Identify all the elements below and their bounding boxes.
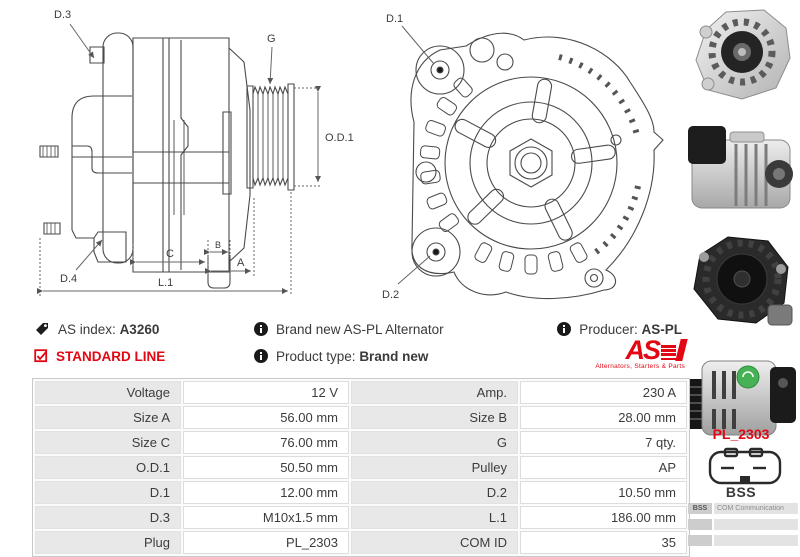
product-photo-3[interactable] bbox=[684, 227, 798, 335]
as-index-line bbox=[34, 320, 244, 338]
hole-d2 bbox=[433, 249, 439, 255]
hub-nut bbox=[510, 139, 552, 187]
list-item bbox=[688, 519, 798, 530]
plug-drawing bbox=[706, 447, 784, 485]
dim-label-d1: D.1 bbox=[386, 13, 404, 25]
checkbox-check-icon bbox=[34, 349, 48, 363]
rear-housing bbox=[72, 96, 132, 238]
spec-label: G bbox=[351, 431, 518, 454]
table-row bbox=[35, 481, 687, 504]
spec-label: Amp. bbox=[351, 381, 518, 404]
producer-value: AS-PL bbox=[641, 321, 682, 337]
standard-line bbox=[34, 347, 244, 365]
info-icon bbox=[557, 322, 571, 336]
spec-value: 56.00 mm bbox=[183, 406, 349, 429]
bss-com-mini-table bbox=[688, 503, 798, 551]
rear-ear-bar bbox=[103, 33, 133, 263]
spec-value: 12 V bbox=[183, 381, 349, 404]
spec-value: 12.00 mm bbox=[183, 481, 349, 504]
hole-d1 bbox=[437, 67, 443, 73]
dim-label-g: G bbox=[267, 33, 276, 45]
spec-label: COM ID bbox=[351, 531, 518, 554]
brand-new-line bbox=[254, 320, 484, 338]
table-row bbox=[35, 431, 687, 454]
side-view-diagram bbox=[14, 0, 356, 308]
dim-label-d3: D.3 bbox=[54, 9, 72, 21]
product-type-line bbox=[254, 347, 484, 365]
spec-label: D.3 bbox=[35, 506, 181, 529]
shaft bbox=[223, 112, 231, 194]
mini-cell-key bbox=[688, 519, 712, 530]
spec-value: AP bbox=[520, 456, 687, 479]
as-index-label: AS index: bbox=[58, 321, 116, 337]
spec-value: 50.50 mm bbox=[183, 456, 349, 479]
front-view-diagram bbox=[366, 0, 668, 310]
standard-line-label: STANDARD LINE bbox=[56, 348, 166, 364]
product-photo-column bbox=[684, 0, 798, 448]
spec-label: Size B bbox=[351, 406, 518, 429]
aspl-logo bbox=[575, 337, 685, 370]
dim-label-od1: O.D.1 bbox=[325, 132, 354, 144]
spec-value: PL_2303 bbox=[183, 531, 349, 554]
list-item bbox=[688, 503, 798, 514]
product-block bbox=[254, 320, 484, 374]
table-row bbox=[35, 456, 687, 479]
spec-value: 28.00 mm bbox=[520, 406, 687, 429]
dim-label-d2: D.2 bbox=[382, 289, 400, 301]
plug-code-label: PL_2303 bbox=[712, 426, 770, 442]
info-icon bbox=[254, 349, 268, 363]
mini-cell-key bbox=[688, 535, 712, 546]
mini-cell-value bbox=[714, 519, 798, 530]
spec-table bbox=[32, 378, 690, 557]
table-row bbox=[35, 381, 687, 404]
spec-value: 186.00 mm bbox=[520, 506, 687, 529]
table-row bbox=[35, 506, 687, 529]
spec-value: M10x1.5 mm bbox=[183, 506, 349, 529]
product-photo-2[interactable] bbox=[684, 110, 798, 225]
spec-label: O.D.1 bbox=[35, 456, 181, 479]
product-type-value: Brand new bbox=[359, 348, 429, 364]
table-row bbox=[35, 406, 687, 429]
aspl-logo-text: AS bbox=[625, 335, 659, 365]
spec-label: Voltage bbox=[35, 381, 181, 404]
spec-label: Plug bbox=[35, 531, 181, 554]
spec-label: D.1 bbox=[35, 481, 181, 504]
list-item bbox=[688, 535, 798, 546]
aspl-logo-subtext: Alternators, Starters & Parts bbox=[595, 363, 685, 370]
spec-value: 7 qty. bbox=[520, 431, 687, 454]
rear-lug-d4 bbox=[94, 232, 126, 262]
aspl-logo-stripes bbox=[661, 344, 676, 360]
mini-cell-value bbox=[714, 535, 798, 546]
spec-value: 35 bbox=[520, 531, 687, 554]
product-photo-1[interactable] bbox=[684, 0, 798, 108]
tag-icon bbox=[34, 321, 50, 337]
dim-label-a: A bbox=[237, 257, 245, 269]
mini-cell-value: COM Communication bbox=[714, 503, 798, 514]
green-sticker bbox=[737, 366, 759, 388]
index-block bbox=[34, 320, 244, 374]
mini-cell-key: BSS bbox=[688, 503, 712, 514]
producer-label: Producer: bbox=[579, 321, 638, 337]
product-type-label: Product type: bbox=[276, 348, 356, 364]
dim-label-d4: D.4 bbox=[60, 273, 78, 285]
brand-new-text: Brand new AS-PL Alternator bbox=[276, 321, 444, 337]
spec-label: L.1 bbox=[351, 506, 518, 529]
dim-label-l1: L.1 bbox=[158, 277, 174, 289]
spec-label: Size A bbox=[35, 406, 181, 429]
spec-value: 230 A bbox=[520, 381, 687, 404]
table-row bbox=[35, 531, 687, 554]
dim-label-b: B bbox=[215, 240, 222, 250]
rear-stud-bolts bbox=[40, 146, 60, 234]
spec-table-wrap bbox=[32, 378, 690, 557]
spec-label: Pulley bbox=[351, 456, 518, 479]
pulley bbox=[247, 84, 294, 190]
spec-value: 76.00 mm bbox=[183, 431, 349, 454]
as-index-value: A3260 bbox=[119, 321, 160, 337]
spec-value: 10.50 mm bbox=[520, 481, 687, 504]
plug-name-label: BSS bbox=[725, 484, 757, 500]
info-icon bbox=[254, 322, 268, 336]
dim-label-c: C bbox=[166, 248, 174, 260]
spec-label: Size C bbox=[35, 431, 181, 454]
spec-label: D.2 bbox=[351, 481, 518, 504]
